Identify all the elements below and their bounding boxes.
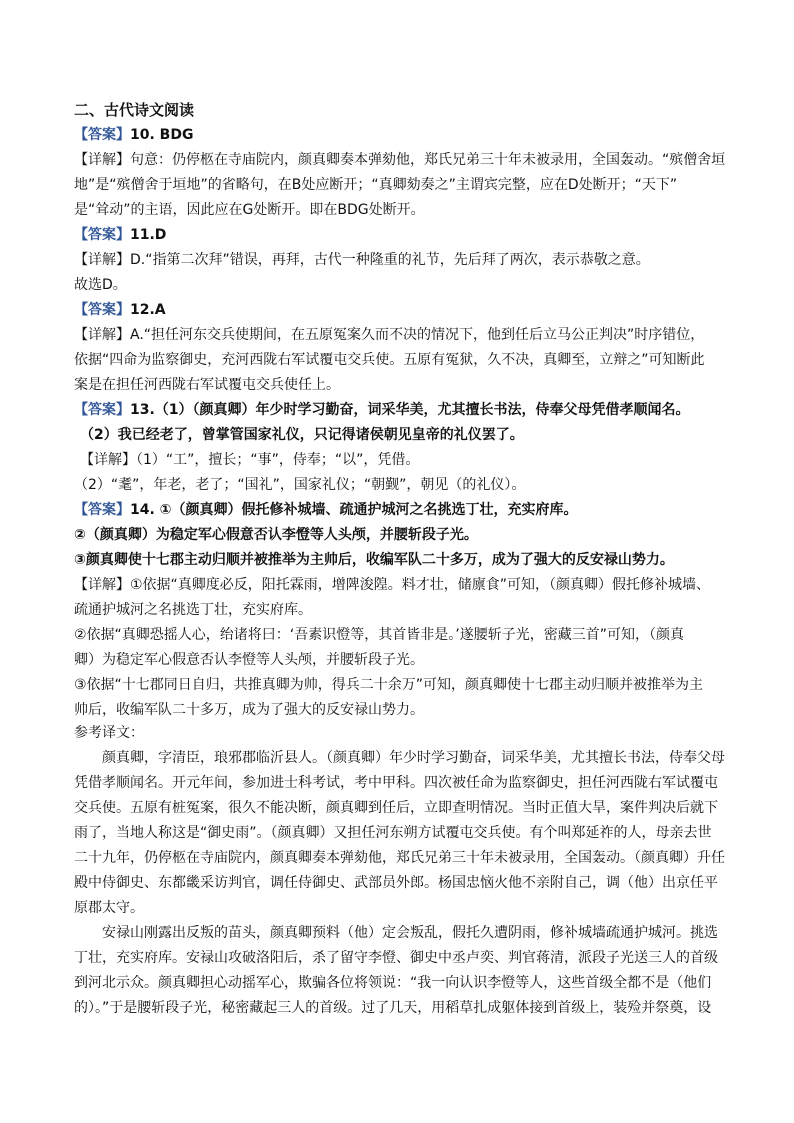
detail-text: （1）“工”，擅长；“事”，侍奉；“以”，凭借。 — [136, 452, 420, 468]
detail-text: ①依据“真卿度必反，阳托霖雨，增陴浚隍。料才壮，储廪食”可知，（颜真卿）假托修补城墙、 — [130, 577, 711, 593]
detail-line: 故选D。 — [74, 277, 127, 293]
answer-continuation: ②（颜真卿）为稳定军心假意否认李憕等人头颅，并腰斩段子光。 — [74, 527, 478, 543]
detail-label: 【详解】 — [74, 152, 130, 168]
translation-line: 的）。”于是腰斩段子光，秘密藏起三人的首级。过了几天，用稻草扎成躯体接到首级上，装殓并祭奠，设 — [74, 1000, 712, 1016]
answer-line-11 — [74, 225, 734, 245]
answer-text: 11.D — [130, 227, 167, 243]
detail-line: 卿）为稳定军心假意否认李憕等人头颅，并腰斩段子光。 — [74, 652, 424, 668]
answer-text: 14. ①（颜真卿）假托修补城墙、疏通护城河之名挑选丁壮，充实府库。 — [130, 502, 578, 518]
answer-line-10 — [74, 125, 734, 145]
detail-line: （2）“耄”，年老，老了；“国礼”，国家礼仪；“朝觐”，朝见（的礼仪）。 — [74, 477, 526, 493]
detail-label: 【详解】 — [74, 252, 130, 268]
answer-line-14 — [74, 500, 734, 520]
translation-line: 安禄山刚露出反叛的苗头，颜真卿预料（他）定会叛乱，假托久遭阴雨，修补城墙疏通护城河。挑选 — [102, 925, 718, 941]
detail-line — [74, 150, 734, 170]
translation-line: 原郡太守。 — [74, 900, 144, 916]
section-title: 二、古代诗文阅读 — [74, 101, 195, 119]
answer-label: 【答案】 — [74, 227, 130, 243]
translation-title: 参考译文： — [74, 725, 144, 741]
detail-text: A.“担任河东交兵使期间，在五原冤案久而不决的情况下，他到任后立马公正判决”时序错位， — [130, 327, 705, 343]
detail-line: ②依据“真卿恐摇人心，绐诸将曰：‘吾素识憕等，其首皆非是。’遂腰斩子光，密藏三首”可知，（颜真 — [74, 627, 684, 643]
detail-line: 依据“四命为监察御史，充河西陇右军试覆屯交兵使。五原有冤狱，久不决，真卿至，立辩之”可知断此 — [74, 352, 705, 368]
answer-line-12 — [74, 300, 734, 320]
detail-line: 地”是“殡僧舍于垣地”的省略句，在B处应断开；“真卿劾奏之”主谓宾完整，应在D处断开；“天下” — [74, 177, 678, 193]
detail-label: 【详解】 — [74, 327, 130, 343]
answer-text: 12.A — [130, 302, 166, 318]
detail-line — [74, 325, 734, 345]
detail-label: 【详解】 — [74, 577, 130, 593]
translation-line: 交兵使。五原有桩冤案，很久不能决断，颜真卿到任后，立即查明情况。当时正值大旱，案件判决后就下 — [74, 800, 718, 816]
detail-line: 帅后，收编军队二十多万，成为了强大的反安禄山势力。 — [74, 702, 424, 718]
answer-text: 13.（1）（颜真卿）年少时学习勤奋，词采华美，尤其擅长书法，侍奉父母凭借孝顺闻名。 — [130, 402, 690, 418]
detail-line — [74, 250, 734, 270]
detail-label: 【详解】 — [80, 452, 136, 468]
detail-line: 疏通护城河之名挑选丁壮，充实府库。 — [74, 602, 312, 618]
translation-line: 凭借孝顺闻名。开元年间，参加进士科考试，考中甲科。四次被任命为监察御史，担任河西陇右军试覆屯 — [74, 775, 718, 791]
translation-line: 殿中侍御史、东都畿采访判官，调任侍御史、武部员外郎。杨国忠恼火他不亲附自己，调（他）出京任平 — [74, 875, 718, 891]
answer-label: 【答案】 — [74, 502, 130, 518]
answer-continuation: （2）我已经老了，曾掌管国家礼仪，只记得诸侯朝见皇帝的礼仪罢了。 — [80, 427, 524, 443]
answer-label: 【答案】 — [74, 402, 130, 418]
translation-line: 到河北示众。颜真卿担心动摇军心，欺骗各位将领说：“我一向认识李憕等人，这些首级全都不是（他们 — [74, 975, 712, 991]
answer-continuation: ③颜真卿使十七郡主动归顺并被推举为主帅后，收编军队二十多万，成为了强大的反安禄山势力。 — [74, 552, 674, 568]
answer-label: 【答案】 — [74, 302, 130, 318]
detail-line — [80, 450, 740, 470]
detail-text: D.“指第二次拜”错误，再拜，古代一种隆重的礼节，先后拜了两次，表示恭敬之意。 — [130, 252, 650, 268]
translation-line: 雨了，当地人称这是“御史雨”。（颜真卿）又担任河东朔方试覆屯交兵使。有个叫郑延祚的人，母亲去世 — [74, 825, 712, 841]
detail-line: 案是在担任河西陇右军试覆屯交兵使任上。 — [74, 377, 340, 393]
translation-line: 丁壮，充实府库。安禄山攻破洛阳后，杀了留守李憕、御史中丞卢奕、判官蒋清，派段子光送三人的首级 — [74, 950, 718, 966]
answer-text: 10. BDG — [130, 127, 194, 143]
answer-label: 【答案】 — [74, 127, 130, 143]
detail-line: ③依据“十七郡同日自归，共推真卿为帅，得兵二十余万”可知，颜真卿使十七郡主动归顺并被推举为主 — [74, 677, 704, 693]
translation-line: 二十九年，仍停柩在寺庙院内，颜真卿奏本弹劾他，郑氏兄弟三十年未被录用，全国轰动。（颜真卿）升任 — [74, 850, 725, 866]
detail-line: 是“耸动”的主语，因此应在G处断开。即在BDG处断开。 — [74, 202, 425, 218]
detail-line — [74, 575, 734, 595]
detail-text: 句意：仍停柩在寺庙院内，颜真卿奏本弹劾他，郑氏兄弟三十年未被录用，全国轰动。“殡僧舍垣 — [130, 152, 726, 168]
answer-line-13 — [74, 400, 734, 420]
translation-line: 颜真卿，字清臣，琅邪郡临沂县人。（颜真卿）年少时学习勤奋，词采华美，尤其擅长书法，侍奉父母 — [102, 750, 725, 766]
